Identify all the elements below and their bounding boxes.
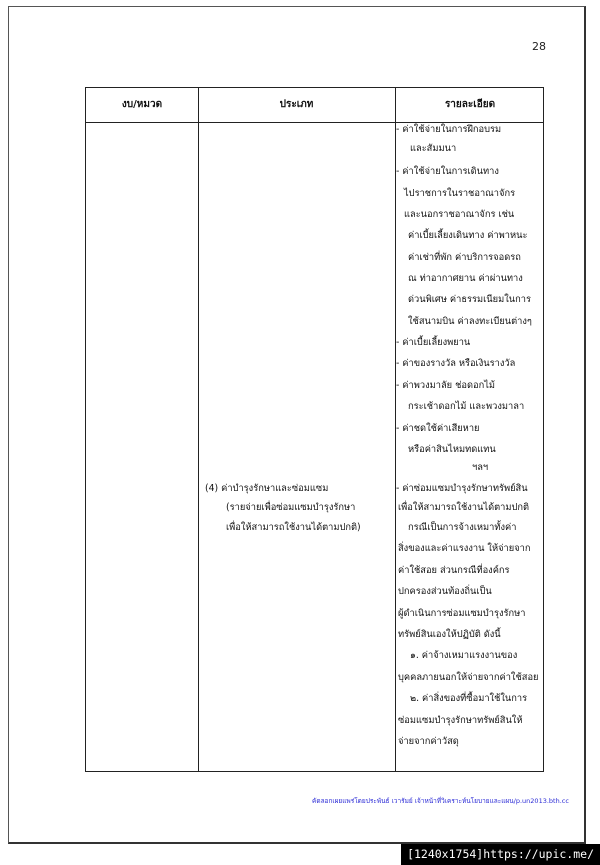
detail-line: ๑. ค่าจ้างเหมาแรงงานของ (410, 650, 518, 661)
column-divider (198, 88, 199, 771)
detail-line: ซ่อมแซมบำรุงรักษาทรัพย์สินให้ (398, 715, 523, 726)
detail-line: ด่วนพิเศษ ค่าธรรมเนียมในการ (408, 294, 531, 305)
type-line: เพื่อให้สามารถใช้งานได้ตามปกติ) (226, 522, 361, 533)
detail-line: - ค่าชดใช้ค่าเสียหาย (396, 423, 480, 434)
detail-line: สิ่งของและค่าแรงงาน ให้จ่ายจาก (398, 543, 531, 554)
detail-line: - ค่าใช้จ่ายในการฝึกอบรม (396, 124, 502, 135)
detail-line: - ค่าใช้จ่ายในการเดินทาง (396, 166, 499, 177)
detail-line: ๒. ค่าสิ่งของที่ซื้อมาใช้ในการ (410, 693, 528, 704)
detail-line: เพื่อให้สามารถใช้งานได้ตามปกติ (398, 502, 530, 513)
budget-table (85, 87, 544, 772)
detail-line: ณ ท่าอากาศยาน ค่าผ่านทาง (408, 273, 523, 284)
header-type: ประเภท (279, 99, 314, 110)
detail-line: จ่ายจากค่าวัสดุ (398, 736, 459, 747)
detail-line: ค่าเบี้ยเลี้ยงเดินทาง ค่าพาหนะ (408, 230, 528, 241)
footer-credit: คัดลอกเผยแพร่โดยประพันธ์ เวารัมย์ เจ้าหน้าที่วิเคราะห์นโยบายและแผน/p.un2013.bth.cc (312, 797, 569, 805)
detail-line: หรือค่าสินไหมทดแทน (408, 444, 496, 455)
detail-line: ปกครองส่วนท้องถิ่นเป็น (398, 586, 492, 597)
detail-line: - ค่าของรางวัล หรือเงินรางวัล (396, 358, 516, 369)
detail-line: และนอกราชอาณาจักร เช่น (404, 209, 515, 220)
detail-line: ทรัพย์สินเองให้ปฏิบัติ ดังนี้ (398, 629, 501, 640)
detail-line: กรณีเป็นการจ้างเหมาทั้งค่า (408, 522, 517, 533)
detail-line: ผู้ดำเนินการซ่อมแซมบำรุงรักษา (398, 608, 526, 619)
detail-line: ใช้สนามบิน ค่าลงทะเบียนต่างๆ (408, 316, 532, 327)
detail-line: - ค่าพวงมาลัย ช่อดอกไม้ (396, 380, 496, 391)
page-number: 28 (532, 40, 546, 53)
detail-line: บุคคลภายนอกให้จ่ายจากค่าใช้สอย (398, 672, 539, 683)
header-category: งบ/หมวด (121, 99, 163, 110)
detail-line: และสัมมนา (410, 143, 457, 154)
detail-line: ค่าเช่าที่พัก ค่าบริการจอดรถ (408, 252, 521, 263)
header-detail: รายละเอียด (444, 99, 496, 110)
detail-line: ฯลฯ (472, 462, 489, 473)
image-watermark: [1240x1754]https://upic.me/ (401, 844, 600, 865)
detail-line: กระเช้าดอกไม้ และพวงมาลา (408, 401, 525, 412)
type-line: (รายจ่ายเพื่อซ่อมแซมบำรุงรักษา (226, 502, 356, 513)
detail-line: ค่าใช้สอย ส่วนกรณีที่องค์กร (398, 565, 510, 576)
detail-line: ไปราชการในราชอาณาจักร (404, 188, 516, 199)
detail-line: - ค่าซ่อมแซมบำรุงรักษาทรัพย์สิน (396, 483, 528, 494)
type-line: (4) ค่าบำรุงรักษาและซ่อมแซม (205, 483, 329, 494)
detail-line: - ค่าเบี้ยเลี้ยงพยาน (396, 337, 471, 348)
